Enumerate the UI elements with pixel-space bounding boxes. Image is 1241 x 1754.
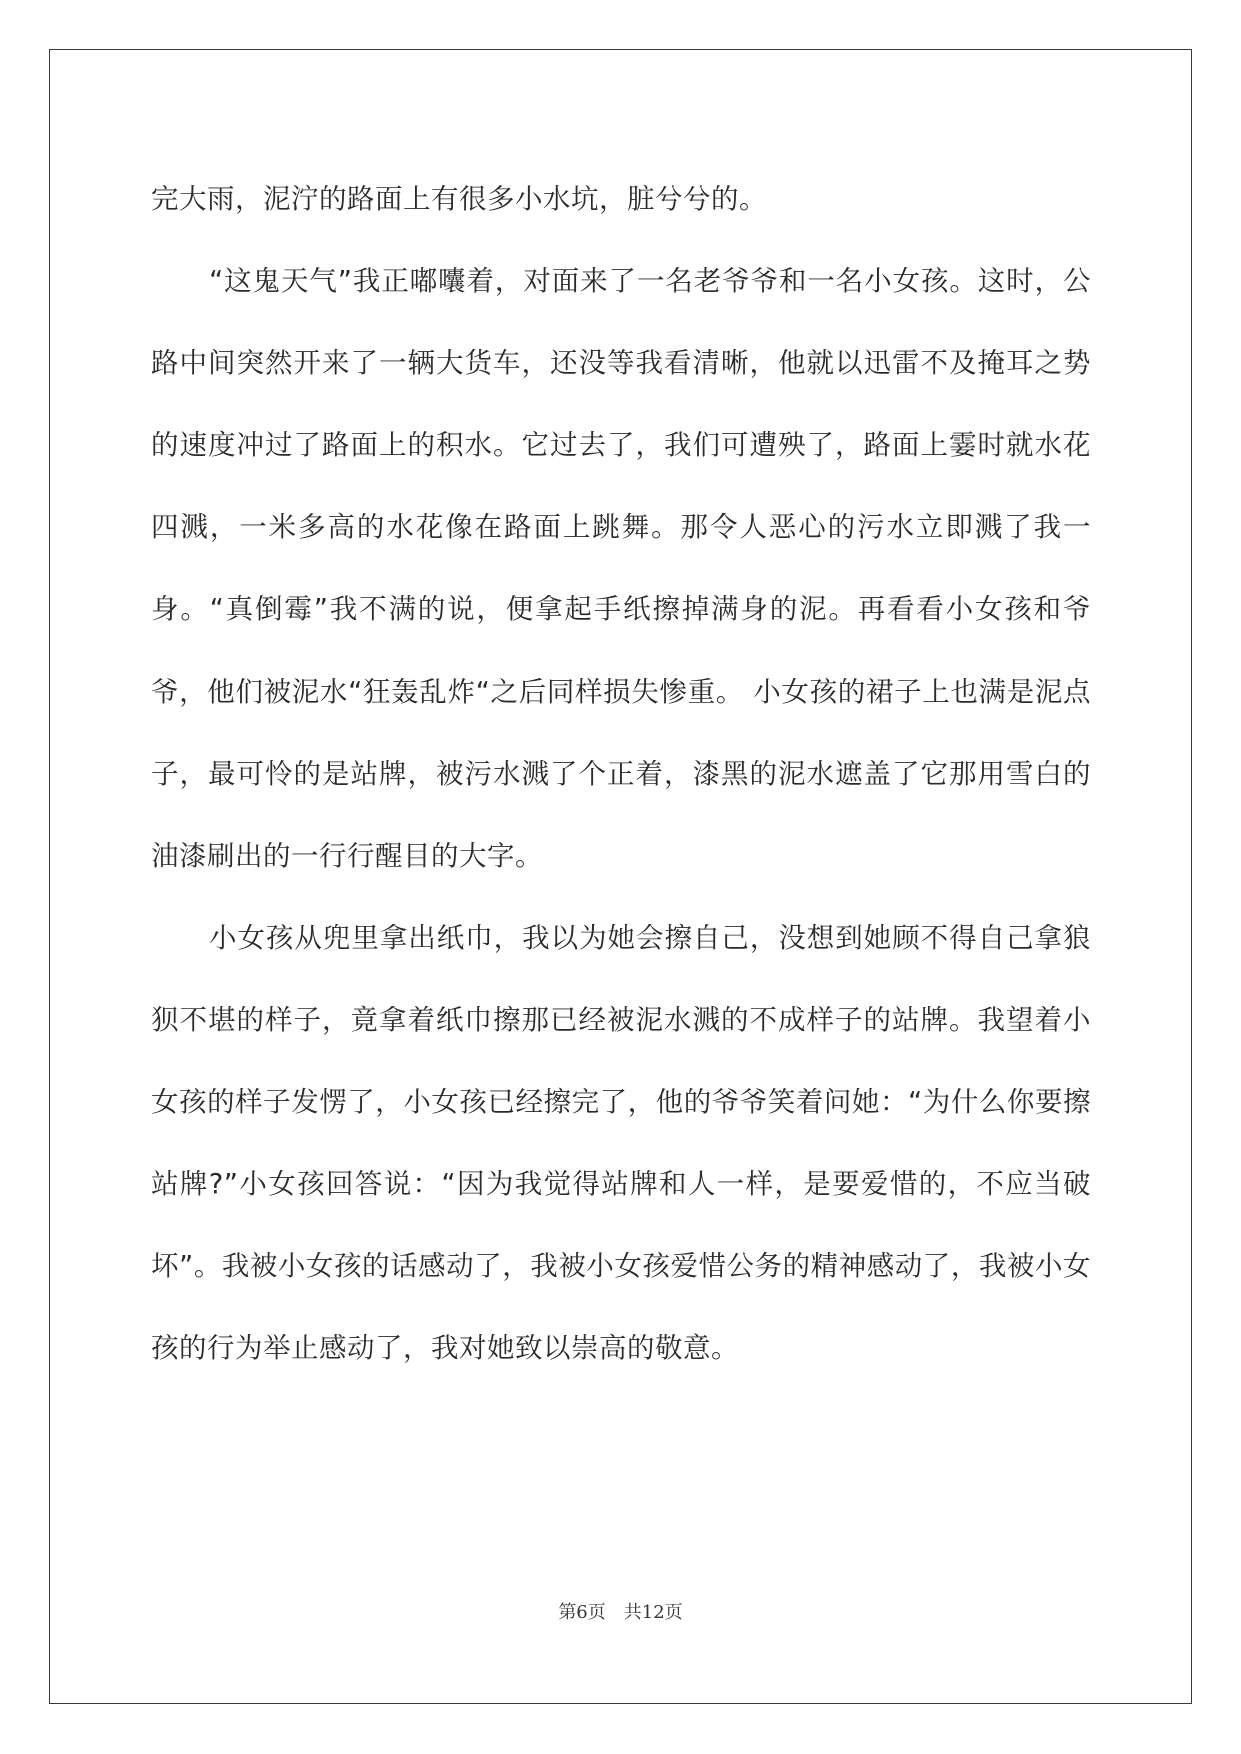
paragraph-2: “这鬼天气”我正嘟囔着，对面来了一名老爷爷和一名小女孩。这时，公路中间突然开来了一辆大货车，还没等我看清晰，他就以迅雷不及掩耳之势的速度冲过了路面上的积水。它过去了，我们可遭殃了，路面上霎时就水花四溅，一米多高的水花像在路面上跳舞。那令人恶心的污水立即溅了我一身。“真倒霉”我不满的说，便拿起手纸擦掉满身的泥。再看看小女孩和爷爷，他们被泥水“狂轰乱炸“之后同样损失惨重。 小女孩的裙子上也满是泥点子，最可怜的是站牌，被污水溅了个正着，漆黑的泥水遮盖了它那用雪白的油漆刷出的一行行醒目的大字。 <box>151 265 1091 872</box>
paragraph-1: 完大雨，泥泞的路面上有很多小水坑，脏兮兮的。 <box>151 183 767 215</box>
paragraph-3: 小女孩从兜里拿出纸巾，我以为她会擦自己，没想到她顾不得自己拿狼狈不堪的样子，竟拿着纸巾擦那已经被泥水溅的不成样子的站牌。我望着小女孩的样子发愣了，小女孩已经擦完了，他的爷爷笑着问她：“为什么你要擦站牌?”小女孩回答说：“因为我觉得站牌和人一样，是要爱惜的，不应当破坏”。我被小女孩的话感动了，我被小女孩爱惜公务的精神感动了，我被小女孩的行为举止感动了，我对她致以崇高的敬意。 <box>151 921 1091 1365</box>
page-number-footer: 第6页 共12页 <box>558 1602 683 1623</box>
document-body <box>151 158 1091 1389</box>
